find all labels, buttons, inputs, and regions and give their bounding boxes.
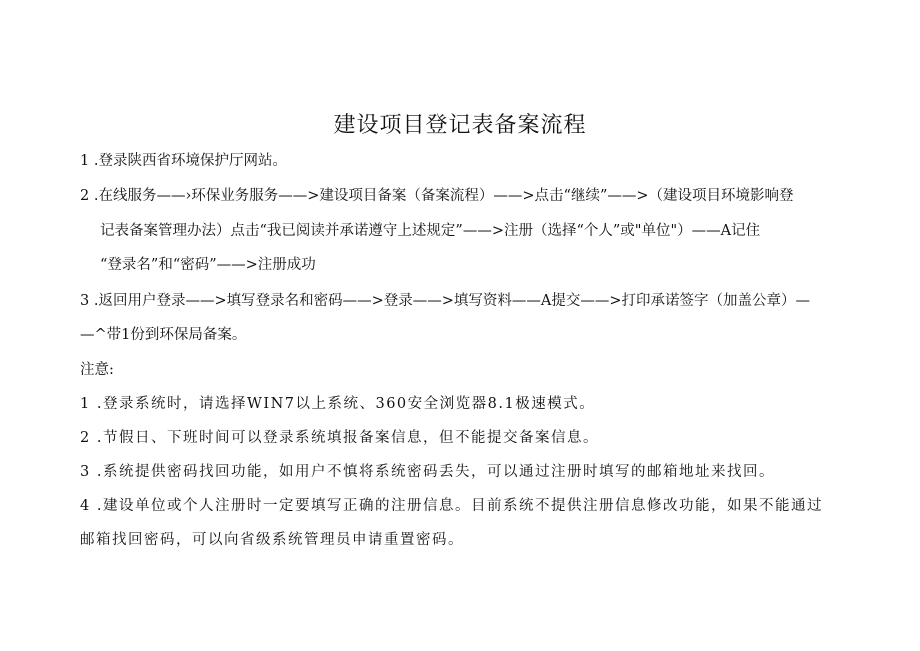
step-1: 1 .登录陕西省环境保护厅网站。	[80, 153, 287, 169]
document-title: 建设项目登记表备案流程	[333, 113, 587, 138]
note-4-line-1: 4 .建设单位或个人注册时一定要填写正确的注册信息。目前系统不提供注册信息修改功能，如果不能通过	[80, 498, 823, 514]
step-3-line-1: 3 .返回用户登录——>填写登录名和密码——>登录——>填写资料——A提交——>打印承诺签字（加盖公章）—	[80, 293, 811, 309]
step-3-line-2: —^带1份到环保局备案。	[80, 327, 247, 343]
step-2-line-2: 记表备案管理办法）点击“我已阅读并承诺遵守上述规定”——>注册（选择“个人”或"单位"）——A记住	[100, 223, 761, 239]
note-4-line-2: 邮箱找回密码，可以向省级系统管理员申请重置密码。	[80, 532, 464, 548]
note-2: 2 .节假日、下班时间可以登录系统填报备案信息，但不能提交备案信息。	[80, 430, 599, 446]
step-2-line-1: 2 .在线服务——›环保业务服务——>建设项目备案（备案流程）——>点击“继续”——>（建设项目环境影响登	[80, 188, 794, 204]
note-3: 3 .系统提供密码找回功能，如用户不慎将系统密码丢失，可以通过注册时填写的邮箱地址来找回。	[80, 464, 775, 480]
note-1: 1 .登录系统时，请选择WIN7以上系统、360安全浏览器8.1极速模式。	[80, 396, 596, 412]
step-2-line-3: “登录名”和“密码”——>注册成功	[100, 257, 316, 273]
notes-heading: 注意:	[80, 362, 114, 378]
